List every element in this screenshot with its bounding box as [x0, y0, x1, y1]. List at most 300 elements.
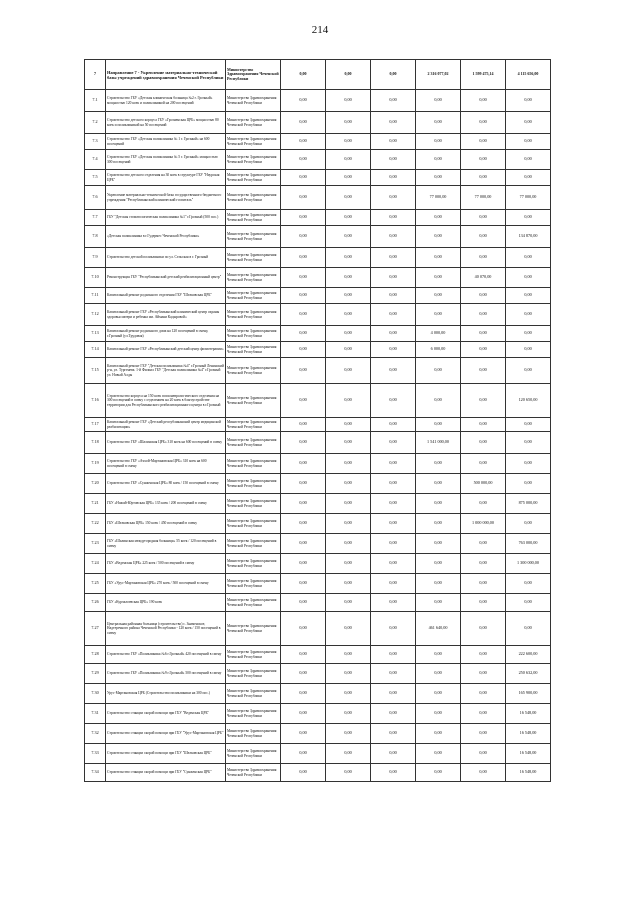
cell-name: Урус-Мартановская ЦРБ (Строительство поликлиники на 300 пос.): [106, 684, 226, 704]
cell-value-2: 0,00: [326, 534, 371, 554]
cell-name: Строительство станции скорой помощи при ГБУ "Шелковская ЦРБ": [106, 744, 226, 764]
cell-value-5: 0,00: [461, 134, 506, 150]
cell-index: 7.26: [85, 594, 106, 612]
cell-value-6: 0,00: [506, 304, 551, 326]
cell-value-3: 0,00: [371, 268, 416, 288]
cell-value-6: 0,00: [506, 288, 551, 304]
cell-value-3: 0,00: [371, 534, 416, 554]
cell-value-6: 4 115 656,00: [506, 60, 551, 90]
cell-value-4: 0,00: [416, 534, 461, 554]
cell-value-2: 0,00: [326, 432, 371, 454]
cell-value-5: 0,00: [461, 210, 506, 226]
cell-value-6: 0,00: [506, 454, 551, 474]
cell-value-1: 0,00: [281, 248, 326, 268]
table-row: [85, 764, 551, 782]
cell-value-5: 0,00: [461, 248, 506, 268]
cell-org: Министерство Здравоохранения Чеченской Республики: [226, 494, 281, 514]
cell-name: Капитальный ремонт ГБУ «Республиканский клинический центр охраны здоровья матери и ребенка им. Аймани Кадыровой»: [106, 304, 226, 326]
page-number: 214: [311, 24, 329, 36]
cell-value-3: 0,00: [371, 646, 416, 664]
cell-org: Министерство Здравоохранения Чеченской Республики: [226, 594, 281, 612]
cell-value-2: 0,00: [326, 664, 371, 684]
table-row: [85, 494, 551, 514]
cell-name: Укрепление материально-технической базы государственного бюджетного учреждения "Республиканский клинический госпиталь": [106, 186, 226, 210]
cell-name: ГБУ «Ножай-Юртовская ЦРБ» 135 коек / 200 посещений в смену: [106, 494, 226, 514]
cell-value-1: 0,00: [281, 432, 326, 454]
table-row: [85, 432, 551, 454]
cell-value-6: 875 000,00: [506, 494, 551, 514]
cell-value-6: 77 000,00: [506, 186, 551, 210]
cell-value-4: 0,00: [416, 684, 461, 704]
cell-value-1: 0,00: [281, 664, 326, 684]
cell-org: Министерство Здравоохранения Чеченской Республики: [226, 574, 281, 594]
cell-org: Министерство Здравоохранения Чеченской Республики: [226, 304, 281, 326]
cell-value-5: 0,00: [461, 304, 506, 326]
cell-value-2: 0,00: [326, 684, 371, 704]
table-row: [85, 454, 551, 474]
cell-value-5: 0,00: [461, 358, 506, 384]
cell-value-2: 0,00: [326, 612, 371, 646]
cell-name: Строительство ГБУ «Шалинская ЦРБ» 310 коек на 600 посещений в смену: [106, 432, 226, 454]
cell-value-6: 0,00: [506, 418, 551, 432]
table-row: [85, 288, 551, 304]
cell-value-1: 0,00: [281, 112, 326, 134]
cell-name: Капитальный ремонт родильного дома на 120 посещений в смену, г.Грозный (ул.Трудовая): [106, 326, 226, 342]
table-row: [85, 112, 551, 134]
cell-index: 7.5: [85, 170, 106, 186]
cell-value-1: 0,00: [281, 534, 326, 554]
cell-index: 7.3: [85, 134, 106, 150]
cell-org: Министерство Здравоохранения Чеченской Республики: [226, 684, 281, 704]
cell-value-2: 0,00: [326, 342, 371, 358]
cell-value-1: 0,00: [281, 594, 326, 612]
cell-index: 7.33: [85, 744, 106, 764]
cell-value-6: 0,00: [506, 170, 551, 186]
cell-value-6: 222 600,00: [506, 646, 551, 664]
cell-org: Министерство Здравоохранения Чеченской Республики: [226, 534, 281, 554]
cell-index: 7.34: [85, 764, 106, 782]
cell-index: 7.29: [85, 664, 106, 684]
cell-value-2: 0,00: [326, 474, 371, 494]
cell-org: Министерство Здравоохранения Чеченской Республики: [226, 60, 281, 90]
cell-index: 7.15: [85, 358, 106, 384]
cell-value-3: 0,00: [371, 474, 416, 494]
cell-value-1: 0,00: [281, 764, 326, 782]
cell-value-4: 0,00: [416, 704, 461, 724]
cell-value-6: 0,00: [506, 358, 551, 384]
cell-value-5: 40 070,00: [461, 268, 506, 288]
cell-value-5: 0,00: [461, 612, 506, 646]
table-row: [85, 150, 551, 170]
cell-value-5: 0,00: [461, 554, 506, 574]
cell-value-2: 0,00: [326, 326, 371, 342]
table-row: [85, 574, 551, 594]
cell-value-1: 0,00: [281, 288, 326, 304]
cell-value-3: 0,00: [371, 342, 416, 358]
table-row: [85, 664, 551, 684]
cell-value-4: 0,00: [416, 170, 461, 186]
table-row: [85, 594, 551, 612]
cell-value-1: 0,00: [281, 454, 326, 474]
cell-value-6: 0,00: [506, 90, 551, 112]
cell-value-5: 0,00: [461, 744, 506, 764]
cell-index: 7.17: [85, 418, 106, 432]
cell-value-4: 0,00: [416, 112, 461, 134]
cell-value-2: 0,00: [326, 704, 371, 724]
table-row: [85, 384, 551, 418]
cell-value-2: 0,00: [326, 574, 371, 594]
cell-index: 7.18: [85, 432, 106, 454]
cell-value-4: 0,00: [416, 764, 461, 782]
budget-table: [84, 59, 551, 782]
cell-value-1: 0,00: [281, 474, 326, 494]
table-row: [85, 704, 551, 724]
cell-value-2: 0,00: [326, 210, 371, 226]
cell-value-5: 0,00: [461, 90, 506, 112]
cell-name: Строительство станции скорой помощи при ГБУ "Урус-Мартановская ЦРБ": [106, 724, 226, 744]
cell-value-4: 2 316 077,02: [416, 60, 461, 90]
cell-value-5: 0,00: [461, 594, 506, 612]
cell-value-5: 1 000 000,00: [461, 514, 506, 534]
cell-value-5: 0,00: [461, 342, 506, 358]
cell-org: Министерство Здравоохранения Чеченской Республики: [226, 646, 281, 664]
cell-value-2: 0,00: [326, 268, 371, 288]
cell-name: Строительство детского корпуса ГБУ «Грозненская ЦРБ» мощностью 80 коек и поликлиникой на 50 посещений: [106, 112, 226, 134]
cell-index: 7.9: [85, 248, 106, 268]
cell-value-3: 0,00: [371, 384, 416, 418]
cell-value-2: 0,00: [326, 170, 371, 186]
cell-value-5: 0,00: [461, 534, 506, 554]
cell-value-3: 0,00: [371, 744, 416, 764]
cell-name: Строительство детской поликлиники по ул. Сельская в г. Грозный: [106, 248, 226, 268]
cell-value-5: 0,00: [461, 494, 506, 514]
cell-value-4: 0,00: [416, 90, 461, 112]
cell-index: 7.7: [85, 210, 106, 226]
cell-value-5: 500 000,00: [461, 474, 506, 494]
cell-value-6: 1 300 000,00: [506, 554, 551, 574]
cell-index: 7: [85, 60, 106, 90]
table-row: [85, 186, 551, 210]
section-header-row: [85, 60, 551, 90]
cell-value-5: 0,00: [461, 112, 506, 134]
cell-org: Министерство Здравоохранения Чеченской Республики: [226, 248, 281, 268]
cell-org: Министерство Здравоохранения Чеченской Республики: [226, 704, 281, 724]
cell-name: ГБУ «Шалинская междугородная больница» 55 коек / 120 посещений в смену: [106, 534, 226, 554]
cell-value-1: 0,00: [281, 724, 326, 744]
cell-org: Министерство Здравоохранения Чеченской Республики: [226, 454, 281, 474]
cell-value-5: 0,00: [461, 454, 506, 474]
table-row: [85, 554, 551, 574]
cell-org: Министерство Здравоохранения Чеченской Республики: [226, 170, 281, 186]
cell-index: 7.27: [85, 612, 106, 646]
cell-value-1: 0,00: [281, 226, 326, 248]
cell-org: Министерство Здравоохранения Чеченской Республики: [226, 268, 281, 288]
cell-org: Министерство Здравоохранения Чеченской Республики: [226, 326, 281, 342]
table-row: [85, 268, 551, 288]
cell-org: Министерство Здравоохранения Чеченской Республики: [226, 724, 281, 744]
cell-org: Министерство Здравоохранения Чеченской Республики: [226, 288, 281, 304]
cell-index: 7.30: [85, 684, 106, 704]
cell-value-1: 0,00: [281, 304, 326, 326]
cell-org: Министерство Здравоохранения Чеченской Республики: [226, 664, 281, 684]
table-row: [85, 514, 551, 534]
cell-name: Строительство ГБУ «Детская поликлиника № 5 г. Грозный» мощностью 300 посещений: [106, 150, 226, 170]
cell-value-6: 0,00: [506, 268, 551, 288]
cell-value-5: 0,00: [461, 724, 506, 744]
cell-name: Строительство ГБУ «Детская поликлиника № 1 г. Грозный» на 600 посещений: [106, 134, 226, 150]
cell-value-4: 0,00: [416, 474, 461, 494]
table-row: [85, 248, 551, 268]
cell-index: 7.1: [85, 90, 106, 112]
cell-index: 7.23: [85, 534, 106, 554]
table-row: [85, 744, 551, 764]
cell-name: Реконструкция ГБУ "Республиканский детский реабилитационный центр": [106, 268, 226, 288]
cell-index: 7.21: [85, 494, 106, 514]
cell-index: 7.6: [85, 186, 106, 210]
cell-value-3: 0,00: [371, 432, 416, 454]
cell-index: 7.31: [85, 704, 106, 724]
cell-value-4: 0,00: [416, 384, 461, 418]
cell-org: Министерство Здравоохранения Чеченской Республики: [226, 514, 281, 534]
cell-value-1: 0,00: [281, 574, 326, 594]
cell-value-4: 6 000,00: [416, 342, 461, 358]
cell-value-4: 0,00: [416, 288, 461, 304]
cell-value-6: 763 000,00: [506, 534, 551, 554]
cell-org: Министерство Здравоохранения Чеченской Республики: [226, 186, 281, 210]
cell-value-2: 0,00: [326, 150, 371, 170]
cell-value-3: 0,00: [371, 170, 416, 186]
cell-value-3: 0,00: [371, 326, 416, 342]
cell-value-1: 0,00: [281, 134, 326, 150]
table-row: [85, 474, 551, 494]
cell-value-6: 0,00: [506, 210, 551, 226]
table-row: [85, 418, 551, 432]
table-body: [85, 60, 551, 782]
cell-value-5: 0,00: [461, 432, 506, 454]
cell-value-3: 0,00: [371, 288, 416, 304]
cell-value-2: 0,00: [326, 646, 371, 664]
cell-index: 7.22: [85, 514, 106, 534]
cell-value-3: 0,00: [371, 724, 416, 744]
cell-value-2: 0,00: [326, 454, 371, 474]
cell-value-2: 0,00: [326, 744, 371, 764]
cell-value-6: 0,00: [506, 474, 551, 494]
cell-value-1: 0,00: [281, 514, 326, 534]
cell-org: Министерство Здравоохранения Чеченской Республики: [226, 90, 281, 112]
cell-value-2: 0,00: [326, 494, 371, 514]
cell-value-3: 0,00: [371, 248, 416, 268]
cell-value-6: 250 632,00: [506, 664, 551, 684]
cell-name: Строительство ГБУ «Сунженская ЦРБ» 80 коек / 150 посещений в смену: [106, 474, 226, 494]
cell-index: 7.25: [85, 574, 106, 594]
cell-value-4: 0,00: [416, 134, 461, 150]
cell-index: 7.32: [85, 724, 106, 744]
cell-value-2: 0,00: [326, 186, 371, 210]
cell-value-1: 0,00: [281, 268, 326, 288]
cell-name: ГБУ «Урус-Мартановская ЦРБ» 270 коек / 500 посещений в смену: [106, 574, 226, 594]
cell-index: 7.16: [85, 384, 106, 418]
cell-value-6: 16 548,00: [506, 724, 551, 744]
cell-value-1: 0,00: [281, 554, 326, 574]
cell-value-2: 0,00: [326, 134, 371, 150]
cell-value-3: 0,00: [371, 150, 416, 170]
cell-value-5: 1 599 475,14: [461, 60, 506, 90]
cell-value-2: 0,00: [326, 112, 371, 134]
cell-value-3: 0,00: [371, 764, 416, 782]
cell-value-5: 0,00: [461, 288, 506, 304]
cell-index: 7.11: [85, 288, 106, 304]
cell-value-2: 0,00: [326, 594, 371, 612]
cell-org: Министерство Здравоохранения Чеченской Республики: [226, 612, 281, 646]
cell-value-4: 0,00: [416, 226, 461, 248]
cell-value-2: 0,00: [326, 764, 371, 782]
cell-value-2: 0,00: [326, 226, 371, 248]
cell-value-6: 16 548,00: [506, 704, 551, 724]
cell-value-4: 0,00: [416, 514, 461, 534]
cell-value-6: 0,00: [506, 326, 551, 342]
cell-name: Строительство ГБУ «Поликлиника №6 г.Грозный» 420 посещений в смену: [106, 646, 226, 664]
cell-name: Строительство ГБУ «Поликлиника №9 г.Грозный» 500 посещений в смену: [106, 664, 226, 684]
cell-value-3: 0,00: [371, 494, 416, 514]
cell-value-5: 0,00: [461, 664, 506, 684]
table-row: [85, 612, 551, 646]
cell-value-6: 165 900,00: [506, 684, 551, 704]
cell-value-2: 0,00: [326, 418, 371, 432]
cell-value-3: 0,00: [371, 226, 416, 248]
cell-value-3: 0,00: [371, 186, 416, 210]
cell-value-5: 0,00: [461, 170, 506, 186]
cell-value-1: 0,00: [281, 342, 326, 358]
cell-index: 7.4: [85, 150, 106, 170]
table-row: [85, 210, 551, 226]
cell-org: Министерство Здравоохранения Чеченской Республики: [226, 134, 281, 150]
table-row: [85, 326, 551, 342]
cell-value-3: 0,00: [371, 90, 416, 112]
cell-org: Министерство Здравоохранения Чеченской Республики: [226, 432, 281, 454]
cell-name: ГБУ «Шелковская ЦРБ» 150 коек / 450 посещений в смену: [106, 514, 226, 534]
cell-value-5: 0,00: [461, 418, 506, 432]
table-row: [85, 646, 551, 664]
cell-value-1: 0,00: [281, 150, 326, 170]
cell-value-3: 0,00: [371, 594, 416, 612]
cell-value-2: 0,00: [326, 514, 371, 534]
cell-name: ГБУ «Веденская ЦРБ» 225 коек / 500 посещений в смену: [106, 554, 226, 574]
cell-value-6: 0,00: [506, 248, 551, 268]
cell-value-2: 0,00: [326, 724, 371, 744]
cell-value-2: 0,00: [326, 384, 371, 418]
cell-org: Министерство Здравоохранения Чеченской Республики: [226, 744, 281, 764]
cell-org: Министерство Здравоохранения Чеченской Республики: [226, 554, 281, 574]
cell-value-1: 0,00: [281, 186, 326, 210]
cell-value-6: 0,00: [506, 574, 551, 594]
cell-value-4: 0,00: [416, 248, 461, 268]
cell-value-5: 0,00: [461, 646, 506, 664]
cell-value-4: 0,00: [416, 574, 461, 594]
cell-name: Капитальный ремонт ГБУ «Республиканский детский центр физиотерапии»: [106, 342, 226, 358]
cell-value-1: 0,00: [281, 358, 326, 384]
cell-value-6: 134 870,00: [506, 226, 551, 248]
cell-name: Центральная районная больница (строительство) с. Знаменское, Надтеречного района Чеченской Республики - 120 коек / 150 посещений в смену: [106, 612, 226, 646]
cell-name: Капитальный ремонт родильного отделения ГБУ "Шелковская ЦРБ": [106, 288, 226, 304]
cell-value-3: 0,00: [371, 684, 416, 704]
cell-value-3: 0,00: [371, 612, 416, 646]
cell-name: Строительство ГБУ «Ачхой-Мартановская ЦРБ» 310 коек на 600 посещений в смену: [106, 454, 226, 474]
cell-value-2: 0,00: [326, 358, 371, 384]
cell-value-1: 0,00: [281, 170, 326, 186]
cell-value-3: 0,00: [371, 418, 416, 432]
cell-value-1: 0,00: [281, 612, 326, 646]
cell-value-4: 0,00: [416, 494, 461, 514]
table-row: [85, 342, 551, 358]
cell-org: Министерство Здравоохранения Чеченской Республики: [226, 342, 281, 358]
cell-org: Министерство Здравоохранения Чеченской Республики: [226, 474, 281, 494]
cell-value-1: 0,00: [281, 684, 326, 704]
cell-value-4: 1 541 000,00: [416, 432, 461, 454]
cell-org: Министерство Здравоохранения Чеченской Республики: [226, 112, 281, 134]
cell-org: Министерство Здравоохранения Чеченской Республики: [226, 418, 281, 432]
cell-org: Министерство Здравоохранения Чеченской Республики: [226, 150, 281, 170]
cell-name: Строительство станции скорой помощи при ГБУ "Веденская ЦРБ": [106, 704, 226, 724]
cell-value-3: 0,00: [371, 210, 416, 226]
cell-value-1: 0,00: [281, 210, 326, 226]
table-row: [85, 534, 551, 554]
cell-value-5: 0,00: [461, 704, 506, 724]
cell-value-2: 0,00: [326, 90, 371, 112]
cell-value-3: 0,00: [371, 574, 416, 594]
cell-index: 7.10: [85, 268, 106, 288]
cell-value-1: 0,00: [281, 418, 326, 432]
cell-value-4: 0,00: [416, 724, 461, 744]
cell-name: Капитальный ремонт ГБУ «Детский республиканский центр медицинской реабилитации»: [106, 418, 226, 432]
cell-value-4: 0,00: [416, 554, 461, 574]
cell-name: ГБУ "Детская стоматологическая поликлиника №1" г.Грозный (500 пос.): [106, 210, 226, 226]
cell-value-3: 0,00: [371, 454, 416, 474]
cell-index: 7.24: [85, 554, 106, 574]
cell-value-4: 0,00: [416, 304, 461, 326]
cell-value-4: 0,00: [416, 268, 461, 288]
cell-value-6: 0,00: [506, 432, 551, 454]
cell-value-4: 0,00: [416, 744, 461, 764]
cell-index: 7.8: [85, 226, 106, 248]
cell-index: 7.12: [85, 304, 106, 326]
cell-name: Строительство корпуса на 150 коек психоневрологического отделения на 300 посещений в смену с отделением на 20 коек в благоустройстве территории для Республиканского реабилитационного центра в г.Грозный: [106, 384, 226, 418]
cell-org: Министерство Здравоохранения Чеченской Республики: [226, 358, 281, 384]
cell-value-4: 0,00: [416, 150, 461, 170]
cell-value-1: 0,00: [281, 744, 326, 764]
cell-name: Строительство ГБУ «Детская клиническая больница №2 г. Грозный» мощностью 120 коек и поликлиникой на 200 посещений: [106, 90, 226, 112]
cell-value-4: 0,00: [416, 210, 461, 226]
cell-value-3: 0,00: [371, 60, 416, 90]
cell-value-5: 0,00: [461, 764, 506, 782]
cell-value-3: 0,00: [371, 514, 416, 534]
cell-value-4: 0,00: [416, 418, 461, 432]
cell-name: Строительство детского отделения на 30 коек в структуре ГБУ "Наурская ЦРБ": [106, 170, 226, 186]
cell-name: Направление 7 - Укрепление материально-технической базы учреждений здравоохранения Чеченской Республики: [106, 60, 226, 90]
cell-value-6: 0,00: [506, 342, 551, 358]
cell-index: 7.13: [85, 326, 106, 342]
cell-value-5: 0,00: [461, 326, 506, 342]
cell-value-6: 0,00: [506, 112, 551, 134]
cell-value-6: 120 650,00: [506, 384, 551, 418]
cell-value-3: 0,00: [371, 704, 416, 724]
table-row: [85, 304, 551, 326]
cell-name: Строительство станции скорой помощи при ГБУ "Сунженская ЦРБ": [106, 764, 226, 782]
cell-value-4: 0,00: [416, 664, 461, 684]
cell-org: Министерство Здравоохранения Чеченской Республики: [226, 210, 281, 226]
table-row: [85, 134, 551, 150]
cell-value-2: 0,00: [326, 248, 371, 268]
cell-value-5: 0,00: [461, 684, 506, 704]
